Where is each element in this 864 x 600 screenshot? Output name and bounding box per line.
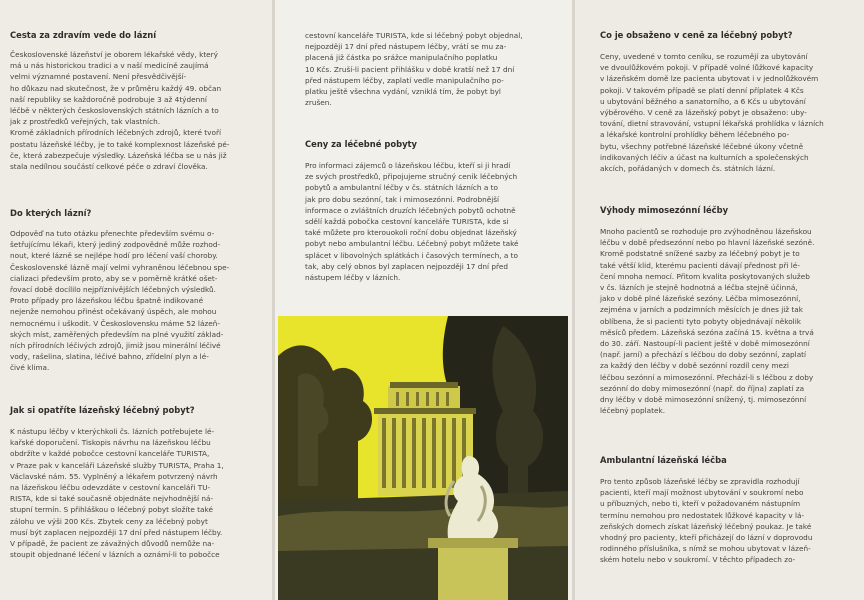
section-heading: Ceny za léčebné pobyty [305,139,418,149]
section-ceny [305,139,547,283]
section-heading: Cesta za zdravím vede do lázní [10,30,157,40]
section-heading: Do kterých lázní? [10,208,92,218]
middle-panel [275,0,572,600]
photo-illustration [278,316,568,600]
section-text: Pro tento způsob lázeňské léčby se zpravidla rozhodují pacienti, kteří mají možnost ubytování v soukromí nebo u příbuzných, nebo ti, kteří v požadovaném nástupním termínu nemohou pro nedostatek lůžkové kapacity v lá- zeňských domech získat lázeňský léčebný poukaz. Je také vhodný pro pacienty, kteří přicházejí do lázní v doprovodu rodinného příslušníka, s nímž se mohou ubytovat v lázeň- ském hotelu nebo v soukromí. V těchto případech zo- [600,477,813,565]
section-cesta [10,30,252,172]
section-do-kterych-lazni [10,208,252,374]
section-text: cestovní kanceláře TURISTA, kde si léčebný pobyt objednal, nejpozději 17 dní před nástupem léčby, vrátí se mu za- placená již částka po srážce manipulačního poplatku 10 Kčs. Zruší-li pacient přihlášku v době kratší než 17 dní před nástupem léčby, zaplatí vedle manipulačního po- platku ještě všechna vydání, vzniklá tím, že pobyt byl zrušen. [305,31,523,108]
section-text: Odpověď na tuto otázku přenechte především svému o- šetřujícímu lékaři, který jediný zodpovědně může rozhod- nout, které lázně se nejlépe hodí pro léčení vaší choroby. Československé lázně mají velmi vyhraněnou léčebnou spe- cializaci především proto, aby se v poměrně krátké ošet- řovací době docílilo nejpříznivějších léčebných výsledků. Proto případy pro lázeňskou léčbu špatně indikované nejenže nemohou přinést očekávaný úspěch, ale mohou nemocnému i uškodit. V Československu máme 52 lázeň- ských míst, zaměřených především na plné využití základ- ních přírodních léčivých zdrojů, jimiž jsou minerální léčivé vody, rašelina, slatina, léčivé bahno, zřídelní plyn a lé- čivé klima. [10,229,230,373]
section-text: Mnoho pacientů se rozhoduje pro zvýhodněnou lázeňskou léčbu v době předsezónní nebo po hlavní lázeňské sezóně. Kromě podstatně snížené sazby za léčebný pobyt je to také větší klid, kterému pacienti dávají přednost při lé- čení mnoha nemocí. Přitom kvalita poskytovaných služeb v čs. lázních je stejně hodnotná a léčba stejně účinná, jako v době plné lázeňské sezóny. Léčba mimosezónní, zejména v jarních a podzimních měsících je dnes již tak oblíbena, že si pacienti tyto pobyty objednávají několik měsíců předem. Lázeňská sezóna začíná 15. května a trvá do 30. září. Nastoupí-li pacient ještě v době mimosezónní (např. jarní) a přechází s léčbou do doby sezónní, zaplatí za každý den léčby v době sezónní rozdíl ceny mezi léčbou sezónní a mimosezónní. Přechází-li s léčbou z doby sezónní do doby mimosezónní (např. do října) zaplatí za dny léčby v době mimosezónní snížený, tj. mimosezónní léčebný poplatek. [600,227,815,416]
section-text: K nástupu léčby v kterýchkoli čs. lázních potřebujete lé- kařské doporučení. Tiskopis návrhu na lázeňskou léčbu obdržíte v každé pobočce cestovní kanceláře TURISTA, v Praze pak v kanceláři Lázeňské služby TURISTA, Praha 1, Václavské nám. 55. Vyplněný a lékařem potvrzený návrh na lázeňskou léčbu odevzdáte v cestovní kanceláři TU- RISTA, kde si také současně objednáte nejvhodnější ná- stupní termín. S přihláškou o léčebný pobyt složíte také zálohu ve výši 200 Kčs. Zbytek ceny za léčebný pobyt musí být zaplacen nejpozději 17 dní před nástupem léčby. V případě, že pacient ze závažných důvodů nemůže na- stoupit objednané léčení v lázních a oznámí-li to pobočce [10,427,224,560]
section-continuation [305,30,547,108]
left-panel [0,0,272,600]
section-jak-si-opatrite [10,405,252,560]
section-heading: Co je obsaženo v ceně za léčebný pobyt? [600,30,793,40]
spa-colonnade-statue-photo [278,316,568,600]
right-panel [575,0,864,600]
section-heading: Jak si opatříte lázeňský léčebný pobyt? [10,405,195,415]
section-text: Československé lázeňství je oborem lékařské vědy, který má u nás historickou tradici a v naší medicíně zaujímá velmi významné postavení. Není přesvědčivější- ho důkazu nad skutečnost, že v průměru každý 49. občan naší republiky se každoročně podrobuje 3 až 4týdenní léčbě v některých československých státních lázních a to jak z prostředků veřejných, tak vlastních. Kromě základních přírodních léčebných zdrojů, které tvoří postatu lázeňské léčby, je to také komplexnost lázeňské pé- če, která zabezpečuje výsledky. Lázeňská léčba se u nás již stala nedílnou součástí celkové péče o zdraví člověka. [10,50,230,172]
section-ambulantni [600,455,843,566]
section-heading: Výhody mimosezónní léčby [600,205,729,215]
section-co-je-obsazeno [600,30,843,174]
section-heading: Ambulantní lázeňská léčba [600,455,727,465]
section-text: Pro informaci zájemců o lázeňskou léčbu, kteří si ji hradí ze svých prostředků, připojujeme stručný ceník léčebných pobytů a ambulantní léčby v čs. státních lázních a to jak pro dobu sezónní, tak i mimosezónní. Podrobnější informace o zvláštních druzích léčebných pobytů ochotně sdělí každá pobočka cestovní kanceláře TURISTA, kde si také můžete pro kterouokoli roční dobu objednat lázeňský pobyt nebo ambulantní léčbu. Léčebný pobyt můžete také splácet v libovolných splátkách i časových termínech, a to tak, aby celý obnos byl zaplacen nejpozději 17 dní před nástupem léčby v lázních. [305,161,519,283]
section-vyhody [600,205,843,416]
section-text: Ceny, uvedené v tomto ceníku, se rozumějí za ubytování ve dvoulůžkovém pokoji. V případě volné lůžkové kapacity v lázeňském domě lze pacienta ubytovat i v jednolůžkovém pokoji. V takovém případě se platí denní příplatek 4 Kčs u ubytování běžného a sanatorního, a 6 Kčs u ubytování výběrového. V ceně za lázeňský pobyt je obsaženo: uby- tování, dietní stravování, vstupní lékařská prohlídka v lázních a lékařské kontrolní prohlídky během léčebného po- bytu, všechny potřebné lázeňské léčebné úkony včetně indikovaných léčiv a účast na kulturních a společenských akcích, pořádaných v domech čs. státních lázní. [600,52,824,174]
